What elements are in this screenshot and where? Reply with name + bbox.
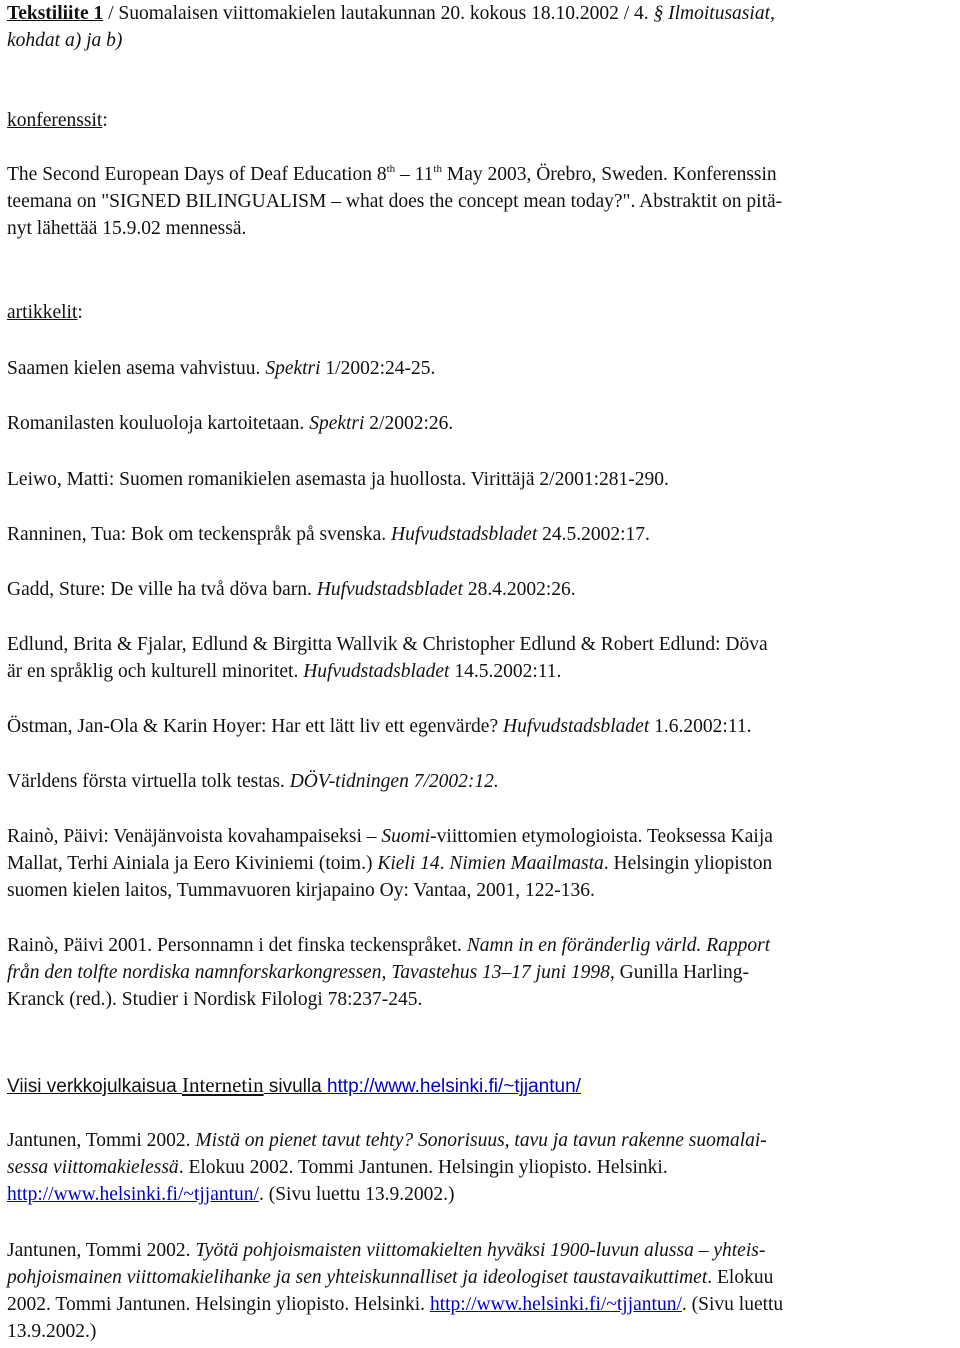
conference-entry bbox=[7, 161, 947, 242]
article-4-source: Hufvudstadsbladet bbox=[391, 524, 538, 545]
article-1 bbox=[7, 355, 947, 382]
article-10-line-2-rest: Gunilla Harling- bbox=[614, 962, 750, 983]
article-1-title: Saamen kielen asema vahvistuu. bbox=[7, 358, 266, 379]
conference-text-2: – 11 bbox=[395, 164, 434, 185]
article-6-source: Hufvudstadsbladet bbox=[303, 661, 450, 682]
web-entry-1-title-2: sessa viittomakielessä bbox=[7, 1157, 179, 1178]
article-7 bbox=[7, 713, 947, 740]
article-5-ref: 28.4.2002:26. bbox=[463, 579, 576, 600]
article-9-line-2: Mallat, Terhi Ainiala ja Eero Kiviniemi (toim.) bbox=[7, 853, 378, 874]
web-heading-internet: Internetin bbox=[181, 1073, 264, 1097]
article-8-title: Världens första virtuella tolk testas. bbox=[7, 771, 290, 792]
article-9-suomi: Suomi bbox=[381, 826, 431, 847]
section-sign: § bbox=[653, 3, 664, 24]
web-heading-part-2: sivulla bbox=[263, 1076, 327, 1097]
article-6-line-1: Edlund, Brita & Fjalar, Edlund & Birgitta Wallvik & Christopher Edlund & Robert Edlund: Döva bbox=[7, 634, 768, 655]
web-entry-2-pub: . Elokuu bbox=[707, 1267, 774, 1288]
article-3 bbox=[7, 466, 947, 493]
header-meeting-info: / Suomalaisen viittomakielen lautakunnan 20. kokous 18.10.2002 / 4. bbox=[103, 3, 654, 24]
article-8 bbox=[7, 768, 947, 795]
web-entry-1-pub: . Elokuu 2002. Tommi Jantunen. Helsingin yliopisto. Helsinki. bbox=[178, 1157, 668, 1178]
articles-heading-colon: : bbox=[77, 302, 83, 323]
article-10-italic-2: från den tolfte nordiska namnforskarkongressen, Tavastehus 13–17 juni 1998, bbox=[7, 962, 615, 983]
web-entry-2-title-1: Työtä pohjoismaisten viittomakielten hyväksi 1900-luvun alussa – yhteis- bbox=[195, 1240, 766, 1261]
header-title-link[interactable]: Tekstiliite 1 bbox=[7, 3, 104, 24]
article-6-line-2: är en språklig och kulturell minoritet. bbox=[7, 661, 304, 682]
web-entry-2-read: . (Sivu luettu bbox=[681, 1294, 784, 1315]
web-entry-1 bbox=[7, 1127, 947, 1208]
conferences-heading-colon: : bbox=[102, 110, 108, 131]
article-9-line-2-rest: . Helsingin yliopiston bbox=[603, 853, 773, 874]
article-9-line-1-rest: -viittomien etymologioista. Teoksessa Kaija bbox=[430, 826, 773, 847]
document-header bbox=[7, 0, 947, 54]
web-entry-1-author: Jantunen, Tommi 2002. bbox=[7, 1130, 196, 1151]
conference-text-1: The Second European Days of Deaf Education 8 bbox=[7, 164, 387, 185]
article-1-ref: 1/2002:24-25. bbox=[320, 358, 436, 379]
header-agenda-subitems: kohdat a) ja b) bbox=[7, 30, 123, 51]
web-entry-1-url-link[interactable]: http://www.helsinki.fi/~tjjantun/ bbox=[7, 1184, 259, 1205]
article-5 bbox=[7, 576, 947, 603]
web-entry-2-read-date: 13.9.2002.) bbox=[7, 1321, 97, 1342]
article-7-source: Hufvudstadsbladet bbox=[503, 716, 650, 737]
article-10 bbox=[7, 932, 947, 1013]
web-entry-2-author: Jantunen, Tommi 2002. bbox=[7, 1240, 196, 1261]
conferences-heading-text: konferenssit bbox=[7, 110, 103, 131]
conference-text-5: nyt lähettää 15.9.02 mennessä. bbox=[7, 218, 247, 239]
article-10-italic-1: Namn in en föränderlig värld. Rapport bbox=[466, 935, 771, 956]
article-4-ref: 24.5.2002:17. bbox=[537, 524, 650, 545]
conference-sup-2: th bbox=[433, 163, 442, 175]
articles-heading bbox=[7, 299, 947, 326]
web-entry-1-title-1: Mistä on pienet tavut tehty? Sonorisuus, tavu ja tavun rakenne suomalai- bbox=[195, 1130, 767, 1151]
article-5-source: Hufvudstadsbladet bbox=[316, 579, 463, 600]
article-4-title: Ranninen, Tua: Bok om teckenspråk på svenska. bbox=[7, 524, 391, 545]
article-7-ref: 1.6.2002:11. bbox=[649, 716, 752, 737]
conferences-heading bbox=[7, 107, 947, 134]
web-entry-2-line-3: 2002. Tommi Jantunen. Helsingin yliopisto. Helsinki. bbox=[7, 1294, 430, 1315]
article-6-ref: 14.5.2002:11. bbox=[449, 661, 562, 682]
web-entry-2 bbox=[7, 1237, 947, 1345]
article-2-title: Romanilasten kouluoloja kartoitetaan. bbox=[7, 413, 310, 434]
web-heading-url-link[interactable]: http://www.helsinki.fi/~tjjantun/ bbox=[326, 1076, 581, 1097]
article-4 bbox=[7, 521, 947, 548]
article-2-source: Spektri bbox=[309, 413, 365, 434]
web-heading-part-1: Viisi verkkojulkaisua bbox=[7, 1076, 182, 1097]
article-5-title: Gadd, Sture: De ville ha två döva barn. bbox=[7, 579, 317, 600]
article-9-book-title: Nimien Maailmasta bbox=[449, 853, 604, 874]
article-9-kieli: Kieli 14 bbox=[377, 853, 440, 874]
article-9-sep: . bbox=[439, 853, 450, 874]
article-8-source: DÖV-tidningen 7/2002:12. bbox=[289, 771, 499, 792]
article-6 bbox=[7, 631, 947, 685]
web-entry-2-url-link[interactable]: http://www.helsinki.fi/~tjjantun/ bbox=[429, 1294, 682, 1315]
articles-heading-text: artikkelit bbox=[7, 302, 78, 323]
article-9-line-1: Rainò, Päivi: Venäjänvoista kovahampaiseksi – bbox=[7, 826, 382, 847]
conference-sup-1: th bbox=[386, 163, 396, 175]
article-7-title: Östman, Jan-Ola & Karin Hoyer: Har ett lätt liv ett egenvärde? bbox=[7, 716, 503, 737]
web-entry-1-read-date: . (Sivu luettu 13.9.2002.) bbox=[258, 1184, 455, 1205]
web-entry-2-title-2: pohjoismainen viittomakielihanke ja sen yhteiskunnalliset ja ideologiset taustavaikuttimet bbox=[7, 1267, 708, 1288]
conference-text-4: teemana on "SIGNED BILINGUALISM – what does the concept mean today?". Abstraktit on pitä- bbox=[7, 191, 783, 212]
header-agenda-item: Ilmoitusasiat, bbox=[663, 3, 775, 24]
article-10-line-3: Kranck (red.). Studier i Nordisk Filologi 78:237-245. bbox=[7, 989, 423, 1010]
conference-text-3: May 2003, Örebro, Sweden. Konferenssin bbox=[441, 164, 777, 185]
article-3-text: Leiwo, Matti: Suomen romanikielen asemasta ja huollosta. Virittäjä 2/2001:281-290. bbox=[7, 469, 669, 490]
article-2-ref: 2/2002:26. bbox=[364, 413, 454, 434]
article-9 bbox=[7, 823, 947, 904]
article-9-line-3: suomen kielen laitos, Tummavuoren kirjapaino Oy: Vantaa, 2001, 122-136. bbox=[7, 880, 595, 901]
article-2 bbox=[7, 410, 947, 437]
web-heading bbox=[7, 1072, 947, 1100]
article-10-line-1: Rainò, Päivi 2001. Personnamn i det finska teckenspråket. bbox=[7, 935, 467, 956]
article-1-source: Spektri bbox=[265, 358, 321, 379]
